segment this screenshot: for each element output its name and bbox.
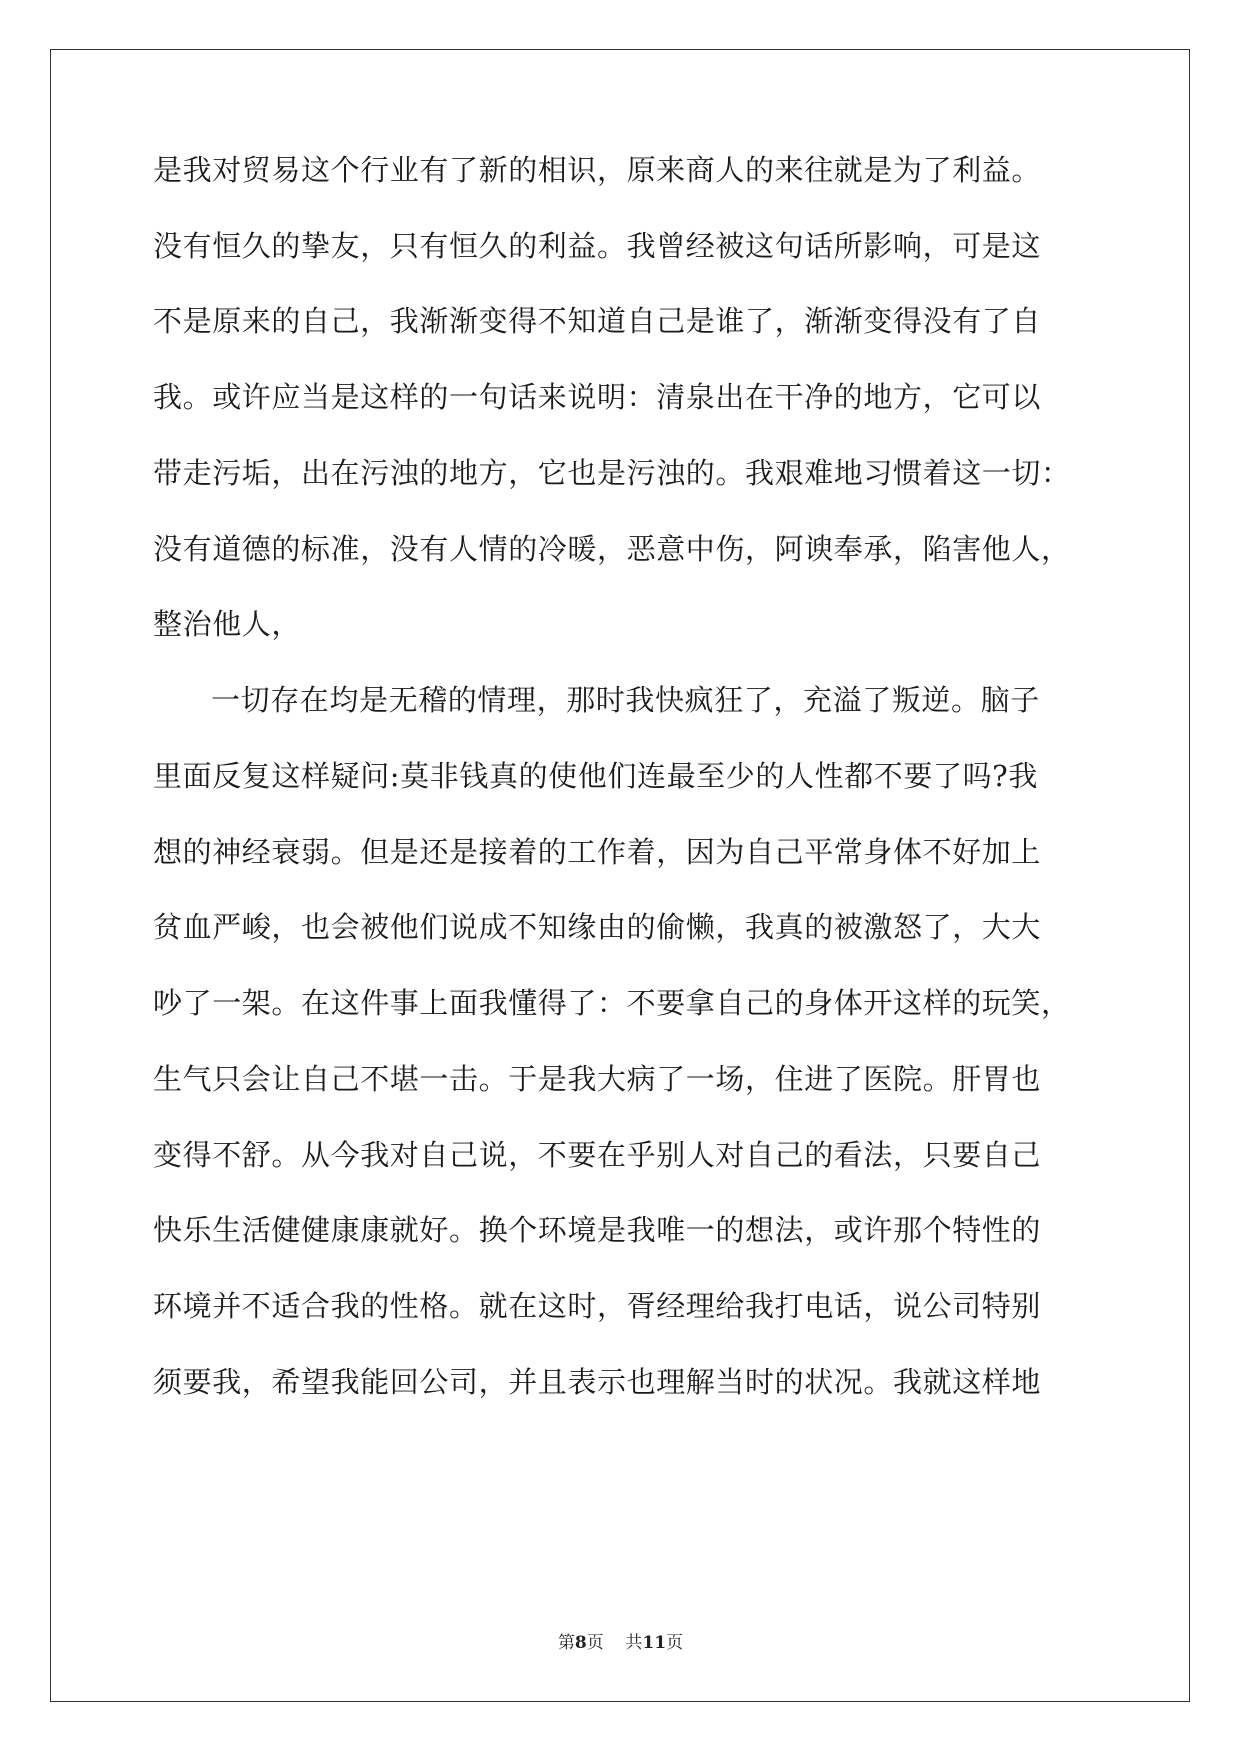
footer-prefix: 第 bbox=[557, 1633, 575, 1653]
body-text-line: 想的神经衰弱。但是还是接着的工作着，因为自己平常身体不好加上 bbox=[153, 835, 1042, 869]
body-text-line: 不是原来的自己，我渐渐变得不知道自己是谁了，渐渐变得没有了自 bbox=[153, 304, 1042, 338]
paragraph-first-line: 一切存在均是无稽的情理，那时我快疯狂了，充溢了叛逆。脑子 bbox=[211, 683, 1040, 717]
body-text-line: 里面反复这样疑问:莫非钱真的使他们连最至少的人性都不要了吗?我 bbox=[153, 759, 1038, 793]
footer-total-suffix: 页 bbox=[666, 1633, 684, 1653]
body-text-line: 我。或许应当是这样的一句话来说明：清泉出在干净的地方，它可以 bbox=[153, 380, 1042, 414]
body-text-line: 生气只会让自己不堪一击。于是我大病了一场，住进了医院。肝胃也 bbox=[153, 1062, 1042, 1096]
body-text-line: 快乐生活健健康康就好。换个环境是我唯一的想法，或许那个特性的 bbox=[153, 1213, 1042, 1247]
body-text-line: 吵了一架。在这件事上面我懂得了：不要拿自己的身体开这样的玩笑， bbox=[153, 986, 1071, 1020]
body-text-line: 是我对贸易这个行业有了新的相识，原来商人的来往就是为了利益。 bbox=[153, 153, 1042, 187]
body-text-line: 没有恒久的挚友，只有恒久的利益。我曾经被这句话所影响，可是这 bbox=[153, 229, 1042, 263]
total-pages-number: 11 bbox=[642, 1633, 667, 1653]
body-text-line: 变得不舒。从今我对自己说，不要在乎别人对自己的看法，只要自己 bbox=[153, 1138, 1042, 1172]
footer-page-word: 页 bbox=[586, 1633, 604, 1653]
body-text-line: 带走污垢，出在污浊的地方，它也是污浊的。我艰难地习惯着这一切： bbox=[153, 456, 1071, 490]
body-text-line: 没有道德的标准，没有人情的冷暖，恶意中伤，阿谀奉承，陷害他人， bbox=[153, 532, 1071, 566]
body-text-line: 整治他人， bbox=[153, 607, 302, 641]
current-page-number: 8 bbox=[574, 1633, 587, 1653]
page-number-footer bbox=[0, 1631, 1241, 1655]
footer-total-prefix: 共 bbox=[625, 1633, 643, 1653]
body-text-line: 贫血严峻，也会被他们说成不知缘由的偷懒，我真的被激怒了，大大 bbox=[153, 910, 1042, 944]
body-text-line: 须要我，希望我能回公司，并且表示也理解当时的状况。我就这样地 bbox=[153, 1365, 1042, 1399]
page-border bbox=[50, 49, 1190, 1702]
body-text-line: 环境并不适合我的性格。就在这时，胥经理给我打电话，说公司特别 bbox=[153, 1289, 1042, 1323]
